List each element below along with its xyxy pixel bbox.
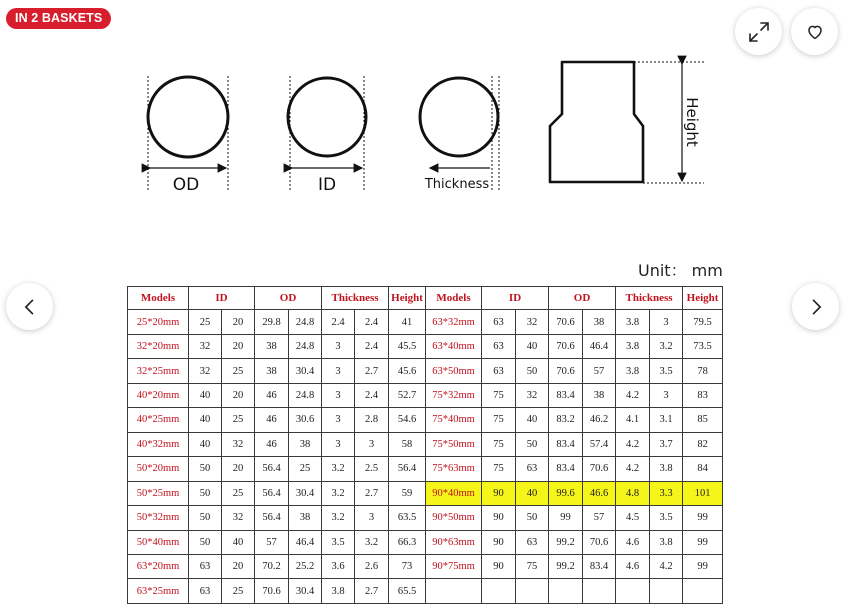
od-cell: 70.6 xyxy=(549,310,583,334)
thickness-cell: 3.6 xyxy=(322,554,355,578)
model-cell: 63*32mm xyxy=(426,310,482,334)
od-cell: 56.4 xyxy=(255,481,289,505)
thickness-cell: 4.2 xyxy=(616,457,650,481)
id-cell: 25 xyxy=(222,481,255,505)
od-cell: 30.4 xyxy=(289,359,322,383)
id-cell: 75 xyxy=(482,432,516,456)
id-cell: 32 xyxy=(516,383,549,407)
id-cell: 25 xyxy=(222,359,255,383)
dimension-diagram xyxy=(0,0,857,240)
thickness-cell: 3 xyxy=(322,334,355,358)
thickness-label: Thickness xyxy=(424,177,490,192)
thickness-cell xyxy=(616,579,650,604)
table-row xyxy=(128,408,723,432)
thickness-cell: 3 xyxy=(322,383,355,407)
thickness-cell: 2.7 xyxy=(355,359,389,383)
height-cell: 79.5 xyxy=(683,310,723,334)
thickness-cell: 4.6 xyxy=(616,554,650,578)
thickness-cell: 2.4 xyxy=(355,383,389,407)
height-cell: 41 xyxy=(389,310,426,334)
id-cell xyxy=(516,579,549,604)
od-cell: 38 xyxy=(255,334,289,358)
thickness-cell: 3 xyxy=(355,432,389,456)
thickness-cell: 2.7 xyxy=(355,481,389,505)
model-cell: 63*40mm xyxy=(426,334,482,358)
id-cell: 63 xyxy=(189,554,222,578)
od-cell: 99.6 xyxy=(549,481,583,505)
od-cell: 57 xyxy=(255,530,289,554)
height-cell: 56.4 xyxy=(389,457,426,481)
model-cell: 63*20mm xyxy=(128,554,189,578)
previous-image-button[interactable] xyxy=(6,283,53,330)
table-row xyxy=(128,310,723,334)
model-cell: 50*25mm xyxy=(128,481,189,505)
thickness-cell: 3 xyxy=(322,359,355,383)
table-row xyxy=(128,506,723,530)
id-cell: 32 xyxy=(189,359,222,383)
id-cell: 63 xyxy=(482,310,516,334)
od-cell: 30.4 xyxy=(289,579,322,604)
height-cell: 101 xyxy=(683,481,723,505)
model-cell: 90*75mm xyxy=(426,554,482,578)
id-cell: 75 xyxy=(482,408,516,432)
od-cell: 38 xyxy=(289,506,322,530)
model-cell: 40*20mm xyxy=(128,383,189,407)
model-cell: 50*32mm xyxy=(128,506,189,530)
height-label: Height xyxy=(683,97,701,147)
od-cell: 38 xyxy=(289,432,322,456)
thickness-cell: 3 xyxy=(322,432,355,456)
id-cell: 40 xyxy=(189,408,222,432)
id-cell xyxy=(482,579,516,604)
thickness-cell: 3.2 xyxy=(322,506,355,530)
model-cell: 50*40mm xyxy=(128,530,189,554)
chevron-right-icon xyxy=(806,297,826,317)
height-cell: 65.5 xyxy=(389,579,426,604)
id-cell: 32 xyxy=(222,432,255,456)
model-cell: 63*50mm xyxy=(426,359,482,383)
model-cell: 90*40mm xyxy=(426,481,482,505)
header-thickness: Thickness xyxy=(616,287,683,310)
table-row xyxy=(128,334,723,358)
id-cell: 40 xyxy=(222,530,255,554)
height-cell: 45.5 xyxy=(389,334,426,358)
height-cell: 78 xyxy=(683,359,723,383)
thickness-cell: 4.5 xyxy=(616,506,650,530)
od-cell: 83.4 xyxy=(549,457,583,481)
id-cell: 63 xyxy=(516,530,549,554)
height-illustration xyxy=(550,62,704,183)
id-cell: 90 xyxy=(482,554,516,578)
od-cell: 46.6 xyxy=(583,481,616,505)
od-cell: 46.2 xyxy=(583,408,616,432)
chevron-left-icon xyxy=(20,297,40,317)
model-cell: 32*25mm xyxy=(128,359,189,383)
id-cell: 20 xyxy=(222,310,255,334)
od-cell: 38 xyxy=(583,383,616,407)
od-label: OD xyxy=(172,175,200,195)
table-row xyxy=(128,383,723,407)
unit-label: Unit： mm xyxy=(638,261,723,280)
thickness-illustration xyxy=(420,76,499,192)
thickness-cell: 2.7 xyxy=(355,579,389,604)
id-cell: 90 xyxy=(482,530,516,554)
header-models: Models xyxy=(128,287,189,310)
id-cell: 50 xyxy=(189,457,222,481)
table-row xyxy=(128,359,723,383)
id-cell: 25 xyxy=(222,408,255,432)
thickness-cell: 3.5 xyxy=(322,530,355,554)
od-cell: 46 xyxy=(255,383,289,407)
id-cell: 50 xyxy=(189,481,222,505)
thickness-cell: 3.8 xyxy=(616,334,650,358)
od-cell: 46 xyxy=(255,408,289,432)
od-cell xyxy=(583,579,616,604)
id-cell: 40 xyxy=(516,334,549,358)
id-cell: 75 xyxy=(516,554,549,578)
id-cell: 75 xyxy=(482,457,516,481)
height-cell: 83 xyxy=(683,383,723,407)
od-cell: 25.2 xyxy=(289,554,322,578)
od-cell: 24.8 xyxy=(289,310,322,334)
header-thickness: Thickness xyxy=(322,287,389,310)
thickness-cell: 3.8 xyxy=(650,530,683,554)
od-cell: 24.8 xyxy=(289,334,322,358)
thickness-cell: 3 xyxy=(650,383,683,407)
id-label: ID xyxy=(317,175,337,195)
od-cell: 99.2 xyxy=(549,530,583,554)
height-cell: 73 xyxy=(389,554,426,578)
id-cell: 50 xyxy=(516,506,549,530)
id-cell: 25 xyxy=(222,579,255,604)
thickness-cell: 3.8 xyxy=(616,310,650,334)
model-cell: 50*20mm xyxy=(128,457,189,481)
height-cell: 59 xyxy=(389,481,426,505)
id-cell: 20 xyxy=(222,383,255,407)
height-cell: 99 xyxy=(683,530,723,554)
od-cell: 70.2 xyxy=(255,554,289,578)
height-cell: 58 xyxy=(389,432,426,456)
id-cell: 40 xyxy=(516,481,549,505)
od-cell: 70.6 xyxy=(549,334,583,358)
model-cell: 75*63mm xyxy=(426,457,482,481)
od-cell: 83.4 xyxy=(583,554,616,578)
od-cell: 57 xyxy=(583,359,616,383)
thickness-cell: 3.5 xyxy=(650,359,683,383)
od-cell: 46.4 xyxy=(583,334,616,358)
od-cell: 83.2 xyxy=(549,408,583,432)
od-cell: 70.6 xyxy=(255,579,289,604)
od-cell: 70.6 xyxy=(583,457,616,481)
model-cell: 63*25mm xyxy=(128,579,189,604)
od-cell: 38 xyxy=(255,359,289,383)
model-cell: 75*50mm xyxy=(426,432,482,456)
table-row xyxy=(128,554,723,578)
thickness-cell: 2.4 xyxy=(355,310,389,334)
header-id: ID xyxy=(189,287,255,310)
thickness-cell: 3 xyxy=(355,506,389,530)
model-cell: 40*32mm xyxy=(128,432,189,456)
od-cell: 70.6 xyxy=(549,359,583,383)
thickness-cell: 4.6 xyxy=(616,530,650,554)
height-cell: 99 xyxy=(683,554,723,578)
height-cell: 54.6 xyxy=(389,408,426,432)
id-cell: 25 xyxy=(189,310,222,334)
od-cell: 25 xyxy=(289,457,322,481)
height-cell: 85 xyxy=(683,408,723,432)
thickness-cell: 3.2 xyxy=(322,457,355,481)
model-cell: 25*20mm xyxy=(128,310,189,334)
thickness-cell: 3.8 xyxy=(616,359,650,383)
od-cell: 46.4 xyxy=(289,530,322,554)
thickness-cell: 3 xyxy=(650,310,683,334)
spec-table xyxy=(127,286,723,604)
model-cell xyxy=(426,579,482,604)
model-cell: 75*40mm xyxy=(426,408,482,432)
table-row xyxy=(128,457,723,481)
basket-count-badge: IN 2 BASKETS xyxy=(6,8,111,29)
header-height: Height xyxy=(389,287,426,310)
od-cell: 70.6 xyxy=(583,530,616,554)
id-cell: 32 xyxy=(189,334,222,358)
model-cell: 90*50mm xyxy=(426,506,482,530)
thickness-cell: 3.1 xyxy=(650,408,683,432)
table-row xyxy=(128,432,723,456)
header-models: Models xyxy=(426,287,482,310)
thickness-cell xyxy=(650,579,683,604)
height-cell: 52.7 xyxy=(389,383,426,407)
thickness-cell: 2.4 xyxy=(322,310,355,334)
thickness-cell: 3.7 xyxy=(650,432,683,456)
id-cell: 20 xyxy=(222,554,255,578)
od-cell: 56.4 xyxy=(255,457,289,481)
id-cell: 63 xyxy=(482,359,516,383)
thickness-cell: 3.8 xyxy=(322,579,355,604)
od-cell: 24.8 xyxy=(289,383,322,407)
header-od: OD xyxy=(549,287,616,310)
id-cell: 32 xyxy=(222,506,255,530)
id-cell: 40 xyxy=(189,432,222,456)
height-cell: 99 xyxy=(683,506,723,530)
od-cell: 30.4 xyxy=(289,481,322,505)
od-cell: 99 xyxy=(549,506,583,530)
thickness-cell: 2.8 xyxy=(355,408,389,432)
id-cell: 75 xyxy=(482,383,516,407)
od-cell: 83.4 xyxy=(549,383,583,407)
thickness-cell: 3.2 xyxy=(322,481,355,505)
thickness-cell: 3.5 xyxy=(650,506,683,530)
thickness-cell: 4.2 xyxy=(616,383,650,407)
thickness-cell: 3 xyxy=(322,408,355,432)
od-cell: 30.6 xyxy=(289,408,322,432)
next-image-button[interactable] xyxy=(792,283,839,330)
table-row xyxy=(128,530,723,554)
id-cell: 63 xyxy=(482,334,516,358)
od-cell: 83.4 xyxy=(549,432,583,456)
thickness-cell: 2.5 xyxy=(355,457,389,481)
od-cell: 56.4 xyxy=(255,506,289,530)
id-cell: 90 xyxy=(482,506,516,530)
thickness-cell: 2.4 xyxy=(355,334,389,358)
id-cell: 50 xyxy=(189,530,222,554)
id-cell: 40 xyxy=(516,408,549,432)
model-cell: 75*32mm xyxy=(426,383,482,407)
od-cell xyxy=(549,579,583,604)
id-cell: 40 xyxy=(189,383,222,407)
thickness-cell: 4.1 xyxy=(616,408,650,432)
od-cell: 57.4 xyxy=(583,432,616,456)
thickness-cell: 4.8 xyxy=(616,481,650,505)
header-height: Height xyxy=(683,287,723,310)
od-cell: 29.8 xyxy=(255,310,289,334)
table-header-row xyxy=(128,287,723,310)
header-id: ID xyxy=(482,287,549,310)
id-cell: 32 xyxy=(516,310,549,334)
thickness-cell: 3.2 xyxy=(355,530,389,554)
id-cell: 20 xyxy=(222,457,255,481)
thickness-cell: 4.2 xyxy=(616,432,650,456)
model-cell: 40*25mm xyxy=(128,408,189,432)
header-od: OD xyxy=(255,287,322,310)
od-cell: 57 xyxy=(583,506,616,530)
height-cell: 82 xyxy=(683,432,723,456)
id-cell: 50 xyxy=(516,432,549,456)
thickness-cell: 3.8 xyxy=(650,457,683,481)
height-cell: 73.5 xyxy=(683,334,723,358)
thickness-cell: 3.2 xyxy=(650,334,683,358)
od-cell: 46 xyxy=(255,432,289,456)
od-cell: 99.2 xyxy=(549,554,583,578)
height-cell: 45.6 xyxy=(389,359,426,383)
id-cell: 20 xyxy=(222,334,255,358)
model-cell: 90*63mm xyxy=(426,530,482,554)
id-cell: 50 xyxy=(189,506,222,530)
od-cell: 38 xyxy=(583,310,616,334)
id-cell: 50 xyxy=(516,359,549,383)
thickness-cell: 2.6 xyxy=(355,554,389,578)
height-cell xyxy=(683,579,723,604)
id-cell: 63 xyxy=(516,457,549,481)
table-row xyxy=(128,579,723,604)
thickness-cell: 3.3 xyxy=(650,481,683,505)
id-cell: 63 xyxy=(189,579,222,604)
model-cell: 32*20mm xyxy=(128,334,189,358)
height-cell: 63.5 xyxy=(389,506,426,530)
height-cell: 66.3 xyxy=(389,530,426,554)
table-row xyxy=(128,481,723,505)
thickness-cell: 4.2 xyxy=(650,554,683,578)
id-cell: 90 xyxy=(482,481,516,505)
height-cell: 84 xyxy=(683,457,723,481)
